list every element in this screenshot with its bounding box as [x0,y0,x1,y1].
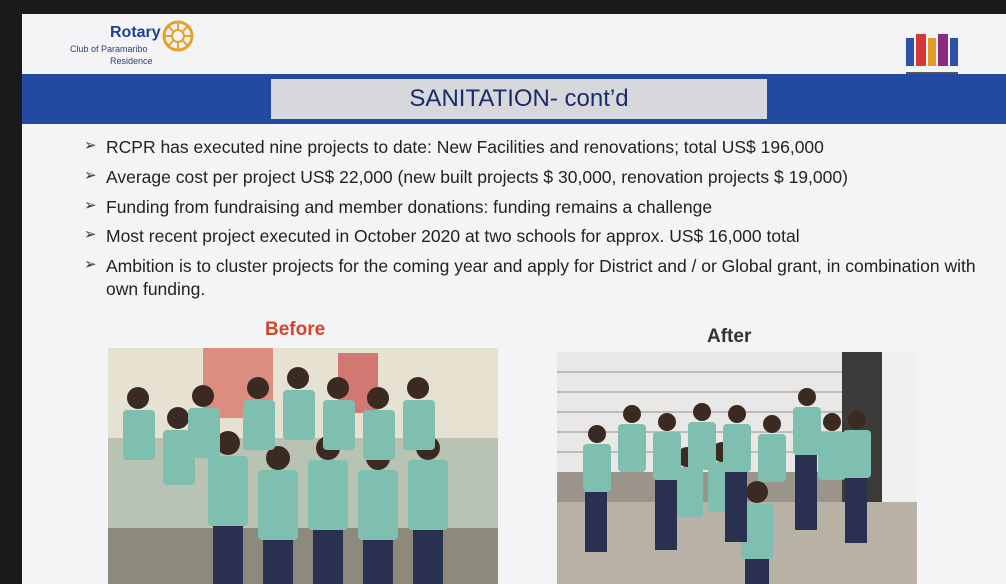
bullet-text: Average cost per project US$ 22,000 (new built projects $ 30,000, renovation projects $ 19,000) [106,166,848,187]
before-label: Before [265,319,326,340]
slide-title: SANITATION- cont’d [271,79,767,119]
bullet-text: RCPR has executed nine projects to date: New Facilities and renovations; total US$ 196,000 [106,137,824,157]
bullet-item [84,225,984,248]
after-photo [557,352,917,584]
bullet-item [84,166,984,189]
bullet-item [84,136,984,159]
bullet-list [84,136,984,308]
bullet-item [84,255,984,301]
bullet-text: Funding from fundraising and member donations: funding remains a challenge [106,196,713,217]
club-name: Club of Paramaribo [70,44,148,54]
arrow-bullet-icon: ➢ [84,166,97,184]
arrow-bullet-icon: ➢ [84,137,97,154]
slide [22,14,1006,584]
title-bar [22,74,1006,124]
club-residence: Residence [110,56,153,66]
bullet-text: Ambition is to cluster projects for the coming year and apply for District and / or Global grant, in combination with own funding. [106,256,976,299]
arrow-bullet-icon: ➢ [84,256,97,273]
before-photo [108,348,498,584]
arrow-bullet-icon: ➢ [84,196,97,214]
arrow-bullet-icon: ➢ [84,226,97,244]
bullet-text: Most recent project executed in October 2020 at two schools for approx. US$ 16,000 total [106,226,800,247]
rotary-logo [52,20,182,72]
after-label: After [707,326,752,347]
bullet-item [84,196,984,219]
rotary-wheel-icon [162,20,194,52]
rotary-wordmark: Rotary [110,24,161,41]
